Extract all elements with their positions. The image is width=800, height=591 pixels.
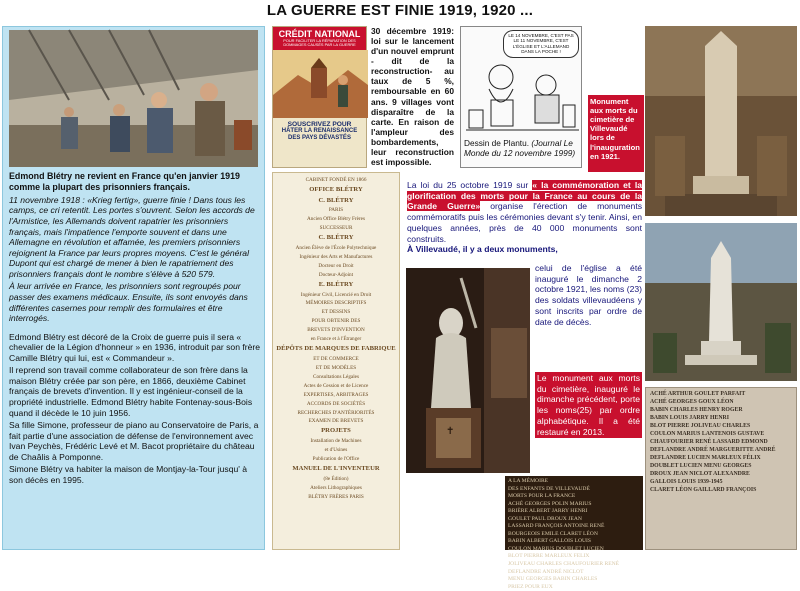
villevaude-heading: À Villevaudé, il y a deux monuments, (407, 244, 558, 255)
stone-line: BABIN LOUIS JARRY HENRI (650, 414, 729, 421)
letterhead-line: Consultations Légales (313, 373, 359, 380)
cartoon-drawing (461, 55, 583, 137)
law-rest: organise l'érection de monuments commémoratifs puis les cérémonies devant s'y tenir. Ainsi, en quelques années, près de 40 000 monuments sont construits. (407, 201, 643, 244)
letterhead-line: POUR OBTENIR DES (311, 318, 361, 325)
letterhead-line: ET DESSINS (321, 309, 351, 316)
letterhead-line: Installation de Machines (310, 438, 362, 445)
stone-line: DOUBLET LUCIEN MENU GEORGES (650, 462, 752, 469)
letterhead-line: DÉPÔTS DE MARQUES DE FABRIQUE (276, 345, 396, 353)
stone-line: DROUX JEAN NICLOT ALEXANDRE (650, 470, 750, 477)
caption-source: (Journal Le Monde du 12 novembre 1999) (464, 138, 576, 158)
plaque-line: ACHÉ GEORGES POLIN MARIUS (508, 500, 592, 507)
stone-lines (650, 391, 792, 495)
letterhead-line: et d'Usines (324, 447, 348, 454)
church-monument-text: celui de l'église a été inauguré le dimanche 2 octobre 1921, les noms (23) des soldats villevaudéens y sont inscrits par ordre de date de décès. (535, 263, 643, 327)
decoration-paragraph: Edmond Blétry est décoré de la Croix de guerre puis il sera « chevalier de la Légion d'honneur » en 1936, introduit par son frère Camille Blétry qui lui, est « Commandeur ». (9, 331, 261, 363)
letterhead-line: RECHERCHES D'ANTÉRIORITÉS (297, 409, 375, 416)
plaque-line: JOLIVEAU CHARLES CHAUFOURIER RENÉ (508, 561, 620, 568)
letterhead-line: Actes de Cession et de Licence (303, 382, 369, 389)
plaque-line: LASSARD FRANÇOIS ANTOINE RENÉ (508, 523, 605, 530)
stone-line: ACHÉ ARTHUR GOULET PARFAIT (650, 391, 746, 397)
letterhead-line: C. BLÉTRY (318, 234, 354, 242)
cemetery-names-stone (645, 387, 797, 550)
letterhead-line: PROJETS (321, 427, 351, 435)
poster-illustration (273, 50, 368, 118)
poster-title: CRÉDIT NATIONAL (273, 27, 366, 39)
letterhead-line: OFFICE BLÉTRY (309, 185, 363, 193)
plaque-lines (508, 478, 640, 591)
plantu-cartoon (460, 26, 582, 168)
letterhead-line: ACCORDS DE SOCIÉTÉS (306, 400, 366, 407)
plaque-line: MORTS POUR LA FRANCE (508, 493, 576, 500)
letterhead-line: Publication de l'Office (312, 456, 360, 462)
stone-line: GALLOIS LOUIS 1939-1945 (650, 478, 723, 485)
cemetery-monument-photo (645, 223, 797, 381)
arrival-paragraph: À leur arrivée en France, les prisonniers sont regroupés pour passer des examens médicaux. Ensuite, ils sont envoyés dans différentes casernes pour remplir des formulaires et être interrogés. (9, 281, 248, 324)
credit-national-poster (272, 26, 367, 168)
villevaude-text (535, 263, 642, 327)
speech-bubble: LE 14 NOVEMBRE, C'EST PAS LE 11 NOVEMBRE, C'EST L'ÉGLISE ET L'ALLEMAND DANS LA POCHE ! (503, 30, 579, 58)
letterhead-line: C. BLÉTRY (318, 196, 354, 204)
blety-return-heading: Edmond Blétry ne revient en France qu'en janvier 1919 comme la plupart des prisonniers français. (9, 171, 240, 192)
letterhead-line: EXPERTISES, ARBITRAGES (303, 391, 369, 398)
letterhead-line: BLÉTRY FRÈRES PARIS (308, 493, 364, 500)
stone-line: BLOT PIERRE JOLIVEAU CHARLES (650, 422, 751, 429)
law-title: « la commémoration et la glorification des morts pour la France au cours de la Grande Guerre» (407, 180, 642, 212)
svg-text:✝: ✝ (446, 426, 455, 437)
letterhead-line: BREVETS D'INVENTION (307, 327, 365, 334)
letterhead-line: Docteur-Adjoint (318, 271, 354, 278)
letterhead-line: Ateliers Lithographiques (310, 484, 362, 491)
letterhead-line: EXAMEN DE BREVETS (308, 418, 364, 425)
letterhead-line: Ingénieur Civil, Licencié en Droit (300, 291, 372, 298)
church-monument-photo (406, 268, 530, 473)
caption-author: Dessin de Plantu. (464, 138, 530, 148)
letterhead-line: ET DE COMMERCE (313, 355, 359, 362)
plaque-line: MENU GEORGES BABIN CHARLES (508, 576, 598, 583)
plaque-line: COULON MARIUS DOUBLET LUCIEN (508, 545, 604, 552)
church-memorial-plaque (505, 476, 643, 590)
stone-line: BABIN CHARLES HENRY ROGER (650, 406, 743, 413)
letterhead-line: SUCCESSEUR (319, 225, 353, 232)
stone-line: ACHÉ GEORGES GOUX LÉON (650, 398, 734, 405)
plaque-line: A LA MÉMOIRE (508, 478, 549, 484)
plaque-line: BABIN ALBERT GALLOIS LOUIS (508, 538, 592, 545)
letterhead-line: Ancien Office Blétry Frères (307, 216, 365, 223)
poster-subtitle: POUR FACILITER LA RÉPARATION DES DOMMAGES CAUSÉS PAR LA GUERRE (273, 39, 366, 50)
stone-line: CLARET LÉON GAILLARD FRANÇOIS (650, 486, 757, 493)
letterhead-line: MANUEL DE L'INVENTEUR (292, 464, 380, 472)
law-text (407, 180, 642, 255)
plaque-line: PRIEZ POUR EUX (508, 583, 553, 590)
law-intro: La loi du 25 octobre 1919 sur (407, 180, 529, 190)
plaque-line: DES ENFANTS DE VILLEVAUDÉ (508, 485, 590, 492)
plaque-line: GOULET PAUL DROUX JEAN (508, 515, 582, 522)
poster-devastated: DES PAYS DÉVASTÉS (288, 135, 351, 142)
left-text (9, 171, 261, 547)
career-paragraph: Il reprend son travail comme collaborateur de son frère dans la maison Blétry créée par son père, en 1866, deuxième Cabinet français de brevets d'invention. Il y est ingénieur-conseil de la propriété industrielle. Edmond Blétry habite Fontenay-sous-Bois quand il décède le 10 juin 1956. (9, 365, 253, 418)
daughter-paragraph: Sa fille Simone, professeur de piano au Conservatoire de Paris, a fait partie d'une association de défense de l'environnement avec Ivan Peychès, Frédéric Levé et M. Bacot propriétaire du château de Chaâlis à Pomponne. (9, 420, 259, 462)
letterhead-line: ET DE MODÈLES (315, 364, 357, 371)
letterhead-line: MÉMOIRES DESCRIPTIFS (305, 300, 367, 307)
blety-letterhead (272, 172, 400, 550)
letterhead-line: (8e Édition) (323, 475, 349, 482)
poster-hasten: HÂTER LA RENAISSANCE (281, 128, 358, 135)
letterhead-line: Ancien Élève de l'École Polytechnique (295, 245, 377, 251)
letterhead-line: CABINET FONDÉ EN 1866 (305, 177, 367, 183)
loan-text: 30 décembre 1919: loi sur le lancement d'un nouvel emprunt - dit de la reconstruction- au taux de 5 %, remboursable en 60 ans. 9 villages vont disparaître de la carte. En raison de l'ampleur des bombardements, leur reconstruction est impossible. (371, 26, 454, 168)
letterhead-line: PARIS (328, 207, 344, 214)
prisoners-return-illustration (9, 30, 258, 167)
letterhead-line: E. BLÉTRY (318, 280, 354, 288)
cartoon-caption (464, 139, 582, 158)
monument-1921-photo (645, 26, 797, 216)
page-title: LA GUERRE EST FINIE 1919, 1920 ... (266, 2, 534, 19)
plaque-line: DEFLANDRE ANDRÉ NICLOT (508, 568, 584, 575)
letterhead-line: en France et à l'Étranger (310, 336, 362, 343)
letterhead-line: Docteur en Droit (318, 262, 354, 269)
poster-subscribe: SOUSCRIVEZ POUR (287, 120, 352, 128)
left-column (2, 26, 265, 550)
letterhead-line: Ingénieur des Arts et Manufactures (299, 253, 373, 260)
stone-line: DEFLANDRE ANDRÉ MARGUERITTE ANDRÉ (650, 446, 776, 453)
letterhead-lines (273, 177, 399, 500)
plaque-line: BLOT PIERRE MARLEUX FELIX (508, 553, 590, 560)
final-paragraph: Simone Blétry va habiter la maison de Montjay-la-Tour jusqu' à son décès en 1995. (9, 464, 248, 485)
monument-1921-caption: Monument aux morts du cimetière de Villevaudé lors de l'inauguration en 1921. (588, 95, 644, 172)
stone-line: CHAUFOURIER RENÉ LASSARD EDMOND (650, 438, 768, 445)
plaque-line: BOURGEOIS EMILE CLARET LÉON (508, 530, 598, 537)
armistice-paragraph: 11 novembre 1918 : «Krieg fertig», guerre finie ! Dans tous les camps, ce cri retentit. Les portes s'ouvrent. Selon les accords de l'Armistice, les Allemands doivent rapatrier les prisonniers français, mais l'impatience l'emporte souvent et dans une Allemagne en révolution et affamée, les premiers prisonniers rejoignent la France par leurs propres moyens. C'est le général Dupont qui est chargé de mener à bien le rapatriement des prisonniers français dont le nombre s'élève à 520 579. (9, 194, 255, 279)
stone-line: COULON MARIUS LANTENOIS GUSTAVE (650, 430, 765, 437)
plaque-line: BRIÈRE ALBERT JARRY HENRI (508, 508, 588, 515)
stone-line: DEFLANDRE LUCIEN MARLEUX FÉLIX (650, 454, 761, 461)
cemetery-monument-text: Le monument aux morts du cimetière, inauguré le dimanche précédent, porte les noms(25) par ordre alphabétique. Il a été restauré en 2013. (537, 373, 640, 437)
